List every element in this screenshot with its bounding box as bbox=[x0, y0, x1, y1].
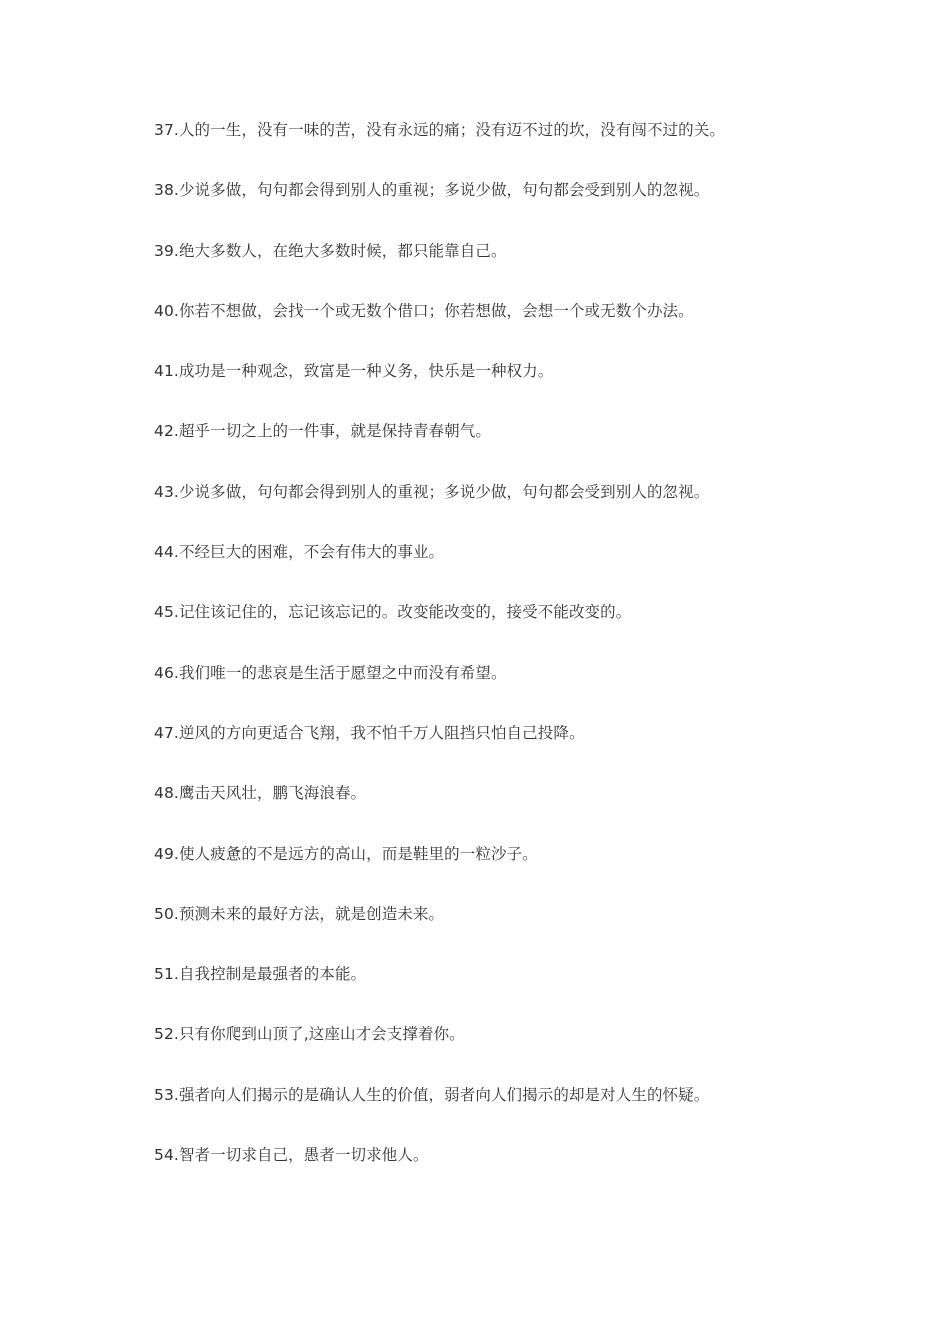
quote-item: 51.自我控制是最强者的本能。 bbox=[154, 965, 367, 984]
quote-item: 45.记住该记住的，忘记该忘记的。改变能改变的，接受不能改变的。 bbox=[154, 603, 632, 622]
quote-item: 47.逆风的方向更适合飞翔，我不怕千万人阻挡只怕自己投降。 bbox=[154, 723, 585, 742]
quote-item: 38.少说多做，句句都会得到别人的重视；多说少做，句句都会受到别人的忽视。 bbox=[154, 181, 710, 200]
quote-list bbox=[154, 116, 914, 1201]
quote-item: 42.超乎一切之上的一件事，就是保持青春朝气。 bbox=[154, 422, 491, 441]
quote-item: 37.人的一生，没有一味的苦，没有永远的痛；没有迈不过的坎，没有闯不过的关。 bbox=[154, 121, 725, 139]
quote-item: 49.使人疲惫的不是远方的高山，而是鞋里的一粒沙子。 bbox=[154, 844, 538, 863]
quote-item: 48.鹰击天风壮，鹏飞海浪春。 bbox=[154, 784, 367, 803]
quote-item: 44.不经巨大的困难，不会有伟大的事业。 bbox=[154, 543, 445, 562]
quote-item: 39.绝大多数人，在绝大多数时候，都只能靠自己。 bbox=[154, 241, 507, 260]
quote-item: 43.少说多做，句句都会得到别人的重视；多说少做，句句都会受到别人的忽视。 bbox=[154, 482, 710, 501]
quote-item: 53.强者向人们揭示的是确认人生的价值，弱者向人们揭示的却是对人生的怀疑。 bbox=[154, 1085, 710, 1104]
quote-item: 50.预测未来的最好方法，就是创造未来。 bbox=[154, 904, 445, 923]
quote-item: 41.成功是一种观念，致富是一种义务，快乐是一种权力。 bbox=[154, 362, 554, 381]
quote-item: 54.智者一切求自己，愚者一切求他人。 bbox=[154, 1146, 429, 1165]
quote-item: 46.我们唯一的悲哀是生活于愿望之中而没有希望。 bbox=[154, 663, 507, 682]
quote-item: 40.你若不想做，会找一个或无数个借口；你若想做，会想一个或无数个办法。 bbox=[154, 301, 694, 320]
quote-item: 52.只有你爬到山顶了,这座山才会支撑着你。 bbox=[154, 1025, 465, 1044]
